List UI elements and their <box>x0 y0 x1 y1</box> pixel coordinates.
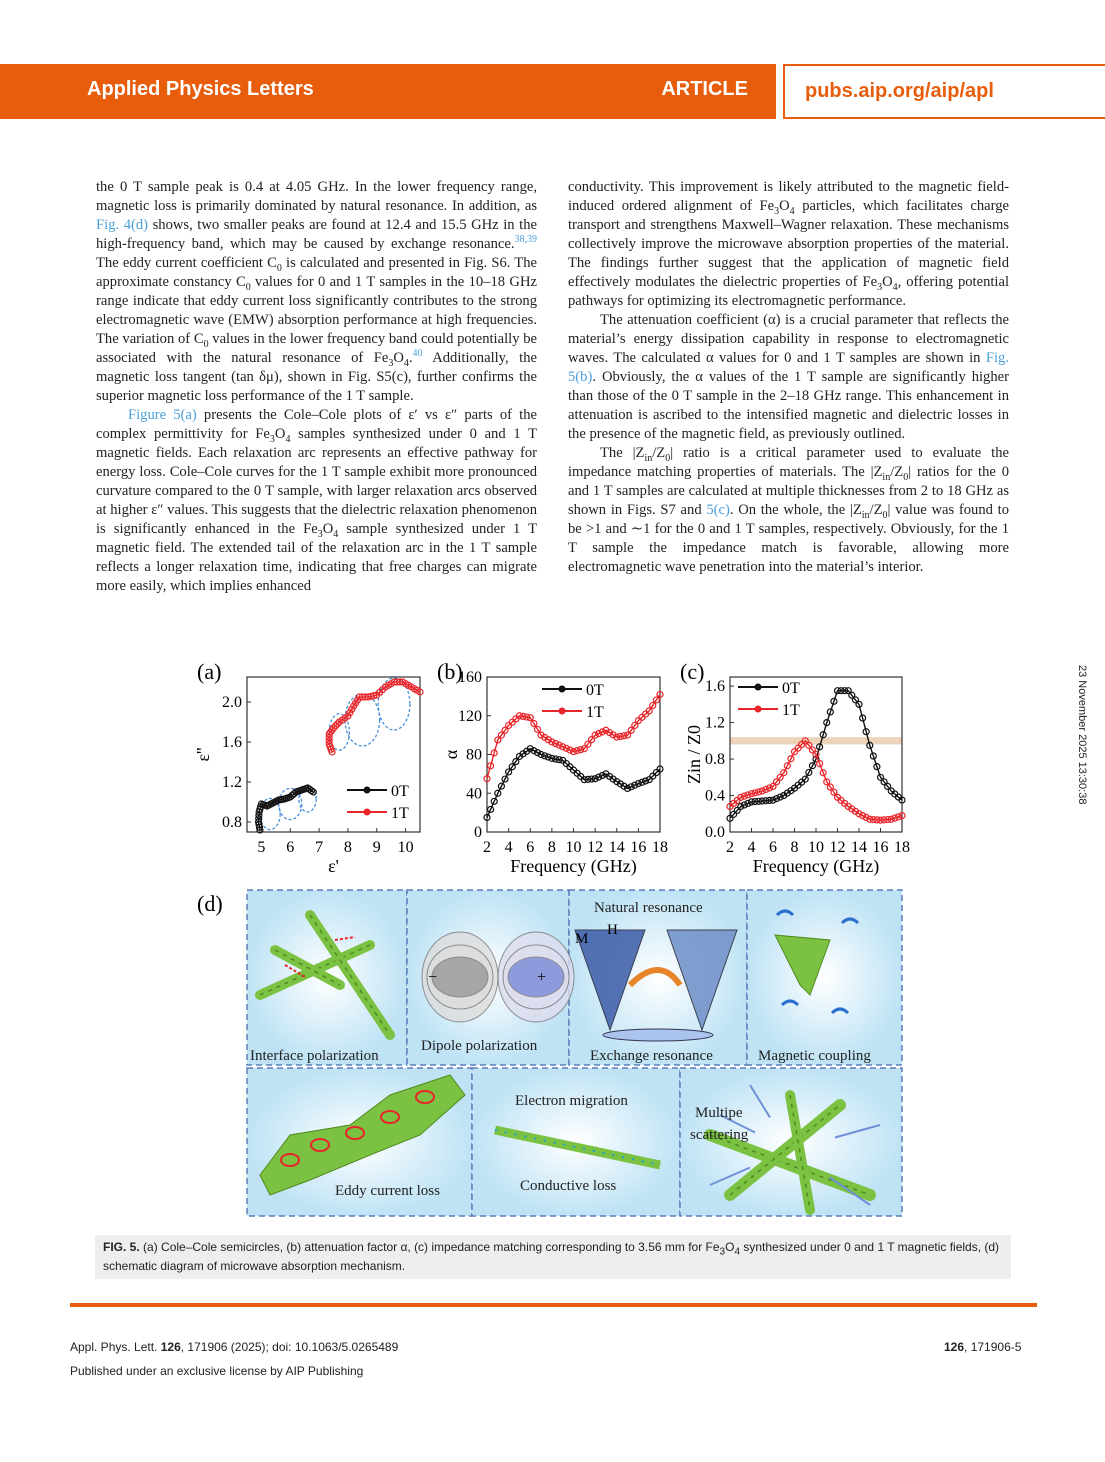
legend-marker <box>559 686 566 693</box>
x-tick-label: 4 <box>747 839 756 856</box>
text-run: . Obviously, the α values of the 1 T sample are significantly higher than those of the 0 T sample in the 2–18 GHz range. This enhancement in attenuation is ascribed to the intensified magnetic and dielectric losses in the presence of the magnetic field, as previously outlined. <box>568 369 1009 442</box>
x-tick-label: 18 <box>652 839 668 856</box>
chart-b <box>437 659 668 877</box>
subscript: 3 <box>269 433 275 445</box>
x-tick-label: 14 <box>851 839 867 856</box>
journal-title[interactable]: Applied Physics Letters <box>87 78 314 100</box>
paragraph <box>568 444 1009 577</box>
x-tick-label: 10 <box>397 839 414 856</box>
subscript: 3 <box>774 205 780 217</box>
text-run: | value was found to be >1 and ∼1 for the 0 and 1 T samples, respectively. Obviously, for the 1 T sample the impedance match is favorable, allowing more electromagnetic wave penetration into the material’s interior. <box>568 502 1009 575</box>
y-tick-label: 0 <box>474 824 482 841</box>
y-tick-label: 160 <box>458 669 482 686</box>
reference-link[interactable]: 40 <box>412 348 423 360</box>
text-run: particles, which facilitates charge transport and strengthens Maxwell–Wagner relaxation. These mechanisms collectively improve the microwave absorption properties of the material. The findings further suggest that the application of magnetic field effectively modulates the dielectric properties of Fe <box>568 198 1010 290</box>
x-tick-label: 2 <box>726 839 734 856</box>
legend-label: 0T <box>586 682 604 699</box>
series-line-0T <box>487 749 660 818</box>
legend-label: 1T <box>391 805 409 822</box>
reference-link[interactable]: 38,39 <box>514 234 537 246</box>
text-run: /Z <box>869 502 883 518</box>
y-tick-label: 80 <box>466 746 482 764</box>
caption-sub: 3 <box>719 1246 726 1258</box>
minus-sign: − <box>428 969 438 986</box>
y-tick-label: 1.2 <box>705 714 725 732</box>
x-tick-label: 4 <box>504 839 513 856</box>
text-run: . On the whole, the |Z <box>729 502 862 518</box>
text-run: Additionally, the magnetic loss tangent (tan δμ), shown in Fig. S5(c), further confirms the superior magnetic loss performance of the 1 T sample. <box>96 350 537 404</box>
paragraph <box>568 311 1009 444</box>
text-run: presents the Cole–Cole plots of ε′ vs ε″ parts of the complex permittivity for Fe <box>96 407 537 442</box>
y-tick-label: 1.6 <box>705 678 725 696</box>
body-left-column <box>96 178 537 596</box>
text-run: The eddy current coefficient C <box>96 255 277 271</box>
y-tick-label: 40 <box>466 785 482 803</box>
footer-rule <box>70 1303 1037 1307</box>
x-tick-label: 16 <box>872 839 889 856</box>
H-label: H <box>607 922 618 938</box>
mechanism-label: Interface polarization <box>250 1048 379 1064</box>
journal-url[interactable]: pubs.aip.org/aip/apl <box>805 80 994 102</box>
subscript: in <box>882 471 891 483</box>
x-axis-label: Frequency (GHz) <box>510 856 637 876</box>
text-run: samples synthesized under 0 and 1 T magnetic fields. Each relaxation arc represents an effective pathway for energy loss. Cole–Cole curves for the 1 T sample exhibit more pronounced curvature compared to the 0 T sample, with larger relaxation arcs observed at higher ε″ values. This suggests that the dielectric relaxation phenomenon is significantly enhanced in the Fe <box>96 426 538 537</box>
dipole-lobe-left <box>432 957 488 997</box>
text-run: . <box>408 350 413 366</box>
x-tick-label: 6 <box>286 839 295 856</box>
y-axis-label: α <box>441 749 461 760</box>
text-run: /Z <box>652 445 666 461</box>
text-run: | ratio is a critical parameter used to evaluate the impedance matching properties of materials. The |Z <box>568 445 1009 480</box>
series-line-1T <box>730 741 902 820</box>
x-tick-label: 12 <box>587 839 604 856</box>
journal-header <box>0 64 776 119</box>
text-run: is calculated and presented in Fig. S6. The approximate constancy C <box>96 255 537 290</box>
mechanism-label: Multipe <box>695 1105 743 1121</box>
caption-text: synthesized under 0 and 1 T magnetic fields, (d) schematic diagram of microwave absorption mechanism. <box>103 1240 1000 1273</box>
x-tick-label: 5 <box>257 839 266 856</box>
y-axis-label: Zin / Z0 <box>684 725 704 784</box>
relaxation-arc <box>345 694 380 746</box>
text-run: O <box>779 198 790 214</box>
M-label: M <box>575 931 589 947</box>
text-run: O <box>882 274 893 290</box>
subscript: 4 <box>285 433 291 445</box>
mechanism-label: Conductive loss <box>520 1178 617 1194</box>
page-volume: 126 <box>944 1340 965 1354</box>
caption-text: (a) Cole–Cole semicircles, (b) attenuation factor α, (c) impedance matching corresponding to 3.56 mm for Fe <box>139 1240 720 1254</box>
x-axis-label: Frequency (GHz) <box>752 856 880 876</box>
citation-journal: Appl. Phys. Lett. <box>70 1340 161 1354</box>
paragraph <box>96 406 537 596</box>
panel-label: (d) <box>197 891 223 916</box>
legend-marker <box>755 684 762 691</box>
citation-doi[interactable]: , 171906 (2025); doi: 10.1063/5.0265489 <box>180 1340 399 1354</box>
x-tick-label: 7 <box>315 839 324 856</box>
text-run: O <box>322 521 334 537</box>
journal-url-box[interactable] <box>783 64 1105 119</box>
chart-a <box>193 659 423 876</box>
legend-marker <box>364 809 371 816</box>
reference-band <box>730 737 902 744</box>
subscript: 0 <box>245 281 251 293</box>
subscript: 3 <box>877 281 883 293</box>
mechanism-label: Electron migration <box>515 1093 628 1109</box>
subscript: 4 <box>403 357 409 369</box>
mechanism-label: Natural resonance <box>594 900 703 916</box>
subscript: 0 <box>203 338 209 350</box>
body-right-column <box>568 178 1009 577</box>
y-tick-label: 0.8 <box>705 751 725 769</box>
x-axis-label: ε' <box>328 856 339 876</box>
x-tick-label: 14 <box>608 839 625 856</box>
text-run: conductivity. This improvement is likely attributed to the magnetic field-induced ordered alignment of Fe <box>568 179 1009 214</box>
subscript: in <box>861 509 870 521</box>
text-run: | ratios for the 0 and 1 T samples are calculated at multiple thicknesses from 2 to 18 GHz as shown in Figs. S7 and <box>568 464 1009 518</box>
x-tick-label: 2 <box>483 839 491 856</box>
text-run: O <box>393 350 404 366</box>
text-run: The |Z <box>600 445 645 461</box>
subscript: 3 <box>388 357 394 369</box>
section-label: ARTICLE <box>661 78 748 100</box>
x-tick-label: 16 <box>630 839 647 856</box>
mechanism-cell <box>747 890 902 1065</box>
mechanism-label: scattering <box>690 1127 749 1143</box>
plus-sign: + <box>537 969 547 986</box>
text-run: /Z <box>890 464 904 480</box>
legend-label: 1T <box>586 704 604 721</box>
text-run: the 0 T sample peak is 0.4 at 4.05 GHz. In the lower frequency range, magnetic loss is primarily dominated by natural resonance. In addition, as <box>96 179 537 214</box>
text-run: shows, two smaller peaks are found at 12.4 and 15.5 GHz in the high-frequency band, which may be caused by exchange resonance. <box>96 217 537 252</box>
panel-label: (c) <box>680 659 705 684</box>
figure-link[interactable]: 5(c) <box>706 502 730 518</box>
subscript: 0 <box>276 262 282 274</box>
license: Published under an exclusive license by AIP Publishing <box>70 1364 364 1378</box>
y-tick-label: 1.2 <box>222 774 242 791</box>
text-run: The attenuation coefficient (α) is a crucial parameter that reflects the material’s energy dissipation capability in response to electromagnetic waves. The calculated α values for 0 and 1 T samples are shown in <box>568 312 1009 366</box>
y-tick-label: 0.8 <box>222 814 242 831</box>
text-run: sample synthesized under 1 T magnetic field. The extended tail of the relaxation arc in the 1 T sample reflects a longer relaxation time, indicating that free charges can migrate more easily, which implies enhanced <box>96 521 537 594</box>
x-tick-label: 10 <box>565 839 582 856</box>
subscript: in <box>644 452 653 464</box>
figure-link[interactable]: Figure 5(a) <box>128 407 197 423</box>
subscript: 3 <box>317 528 323 540</box>
legend-label: 1T <box>782 702 800 719</box>
figure-5 <box>190 655 915 1220</box>
x-tick-label: 6 <box>526 839 535 856</box>
legend-label: 0T <box>782 680 800 697</box>
x-tick-label: 8 <box>343 839 352 856</box>
y-axis-label: ε'' <box>193 747 213 762</box>
subscript: 4 <box>892 281 898 293</box>
y-tick-label: 1.6 <box>222 734 242 751</box>
y-tick-label: 120 <box>458 707 482 725</box>
page-number <box>944 1340 1021 1354</box>
x-tick-label: 10 <box>808 839 824 856</box>
x-tick-label: 6 <box>769 839 777 856</box>
panel-label: (b) <box>437 659 463 684</box>
paragraph <box>96 178 537 406</box>
text-run: values for 0 and 1 T samples in the 10–18 GHz range indicate that eddy current loss significantly contributes to the strong electromagnetic wave (EMW) absorption performance at high frequencies. The variation of C <box>96 274 537 347</box>
x-tick-label: 18 <box>894 839 910 856</box>
x-tick-label: 8 <box>790 839 799 856</box>
subscript: 0 <box>882 509 888 521</box>
y-tick-label: 0.0 <box>705 824 725 841</box>
text-run: , offering potential pathways for optimizing its electromagnetic performance. <box>568 274 1010 309</box>
panel-label: (a) <box>197 659 222 684</box>
legend-label: 0T <box>391 783 409 800</box>
dipole-lobe-right <box>508 957 564 997</box>
legend-marker <box>364 787 371 794</box>
mechanism-label: Dipole polarization <box>421 1038 538 1054</box>
x-tick-label: 12 <box>829 839 846 856</box>
paragraph <box>568 178 1009 311</box>
subscript: 4 <box>789 205 795 217</box>
figure-5-graphic <box>190 655 915 1220</box>
schematic-d <box>197 890 902 1216</box>
chart-c <box>680 659 910 877</box>
legend-marker <box>559 708 566 715</box>
citation <box>70 1340 398 1354</box>
caption-sub: 4 <box>734 1246 741 1258</box>
subscript: 0 <box>665 452 671 464</box>
x-tick-label: 9 <box>372 839 381 856</box>
mechanism-label: Eddy current loss <box>335 1183 440 1199</box>
legend-marker <box>755 706 762 713</box>
x-tick-label: 8 <box>547 839 556 856</box>
mechanism-label: Exchange resonance <box>590 1048 713 1064</box>
subscript: 0 <box>903 471 909 483</box>
text-run: O <box>274 426 286 442</box>
download-timestamp: 23 November 2025 13:30:38 <box>1076 665 1088 805</box>
spin-chain <box>603 1029 713 1041</box>
caption-text: O <box>725 1240 735 1254</box>
text-run: values in the lower frequency band could potentially be associated with the natural resonance of Fe <box>96 331 537 366</box>
citation-volume: 126 <box>160 1340 181 1354</box>
caption-label: FIG. 5. <box>103 1240 140 1254</box>
figure-link[interactable]: Fig. 5(b) <box>568 350 1009 385</box>
page-id: , 171906-5 <box>964 1340 1022 1354</box>
y-tick-label: 0.4 <box>705 787 725 805</box>
subscript: 4 <box>333 528 339 540</box>
y-tick-label: 2.0 <box>222 694 242 711</box>
mechanism-label: Magnetic coupling <box>758 1048 871 1064</box>
figure-link[interactable]: Fig. 4(d) <box>96 217 149 233</box>
figure-caption <box>95 1235 1011 1279</box>
